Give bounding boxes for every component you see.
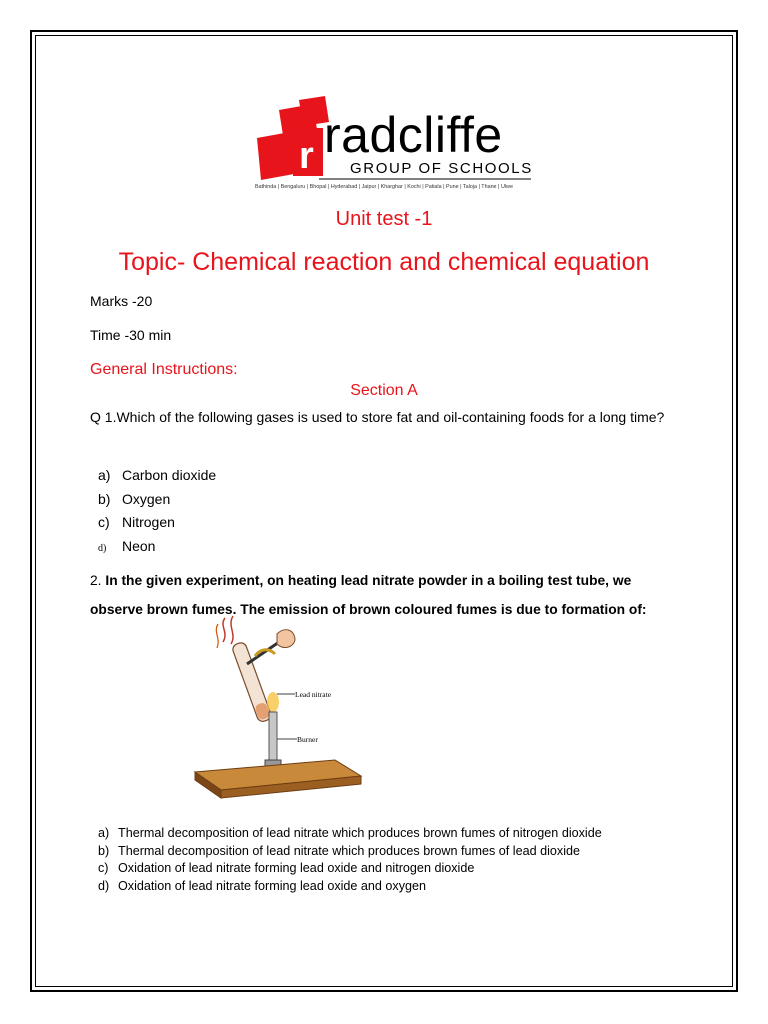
question-2 [90,566,670,624]
q2-option-a: a) Thermal decomposition of lead nitrate which produces brown fumes of nitrogen dioxide [98,826,602,840]
marks-line: Marks -20 [90,293,153,309]
q2-option-b: b) Thermal decomposition of lead nitrate which produces brown fumes of lead dioxide [98,844,581,858]
label-lead-nitrate: Lead nitrate [295,690,332,699]
unit-test-title: Unit test -1 [335,208,433,230]
q1-option-d: d) Neon [98,538,156,554]
q2-option-d: d) Oxidation of lead nitrate forming lead oxide and oxygen [98,879,427,893]
q1-option-c: c) Nitrogen [98,514,175,530]
lead-nitrate-experiment-figure [185,612,365,824]
q1-option-a: a) Carbon dioxide [98,467,217,483]
time-line: Time -30 min [90,327,172,343]
q2-option-c: c) Oxidation of lead nitrate forming lead oxide and nitrogen dioxide [98,861,475,875]
question-2-number: 2. [90,573,102,588]
brand-name: radcliffe [324,107,503,163]
general-instructions: General Instructions: [90,361,238,378]
question-2-text: In the given experiment, on heating lead nitrate powder in a boiling test tube, we observe brown fumes. The emission of brown coloured fumes is due to formation of: [90,573,647,617]
svg-text:r: r [299,135,314,177]
brand-subtitle: GROUP OF SCHOOLS [350,160,533,177]
question-1-text: Which of the following gases is used to store fat and oil-containing foods for a long time? [116,409,665,425]
question-1 [90,406,670,428]
question-1-number: Q 1. [90,409,117,425]
q1-option-b: b) Oxygen [98,491,171,507]
branch-cities: Bathinda | Bengaluru | Bhopal | Hyderabad | Jaipur | Kharghar | Kochi | Patiala | Pune | Taloja | Thane | Ulwe [255,184,513,190]
section-heading: Section A [350,382,418,399]
topic-title: Topic- Chemical reaction and chemical equation [118,248,650,276]
label-burner: Burner [297,735,318,744]
